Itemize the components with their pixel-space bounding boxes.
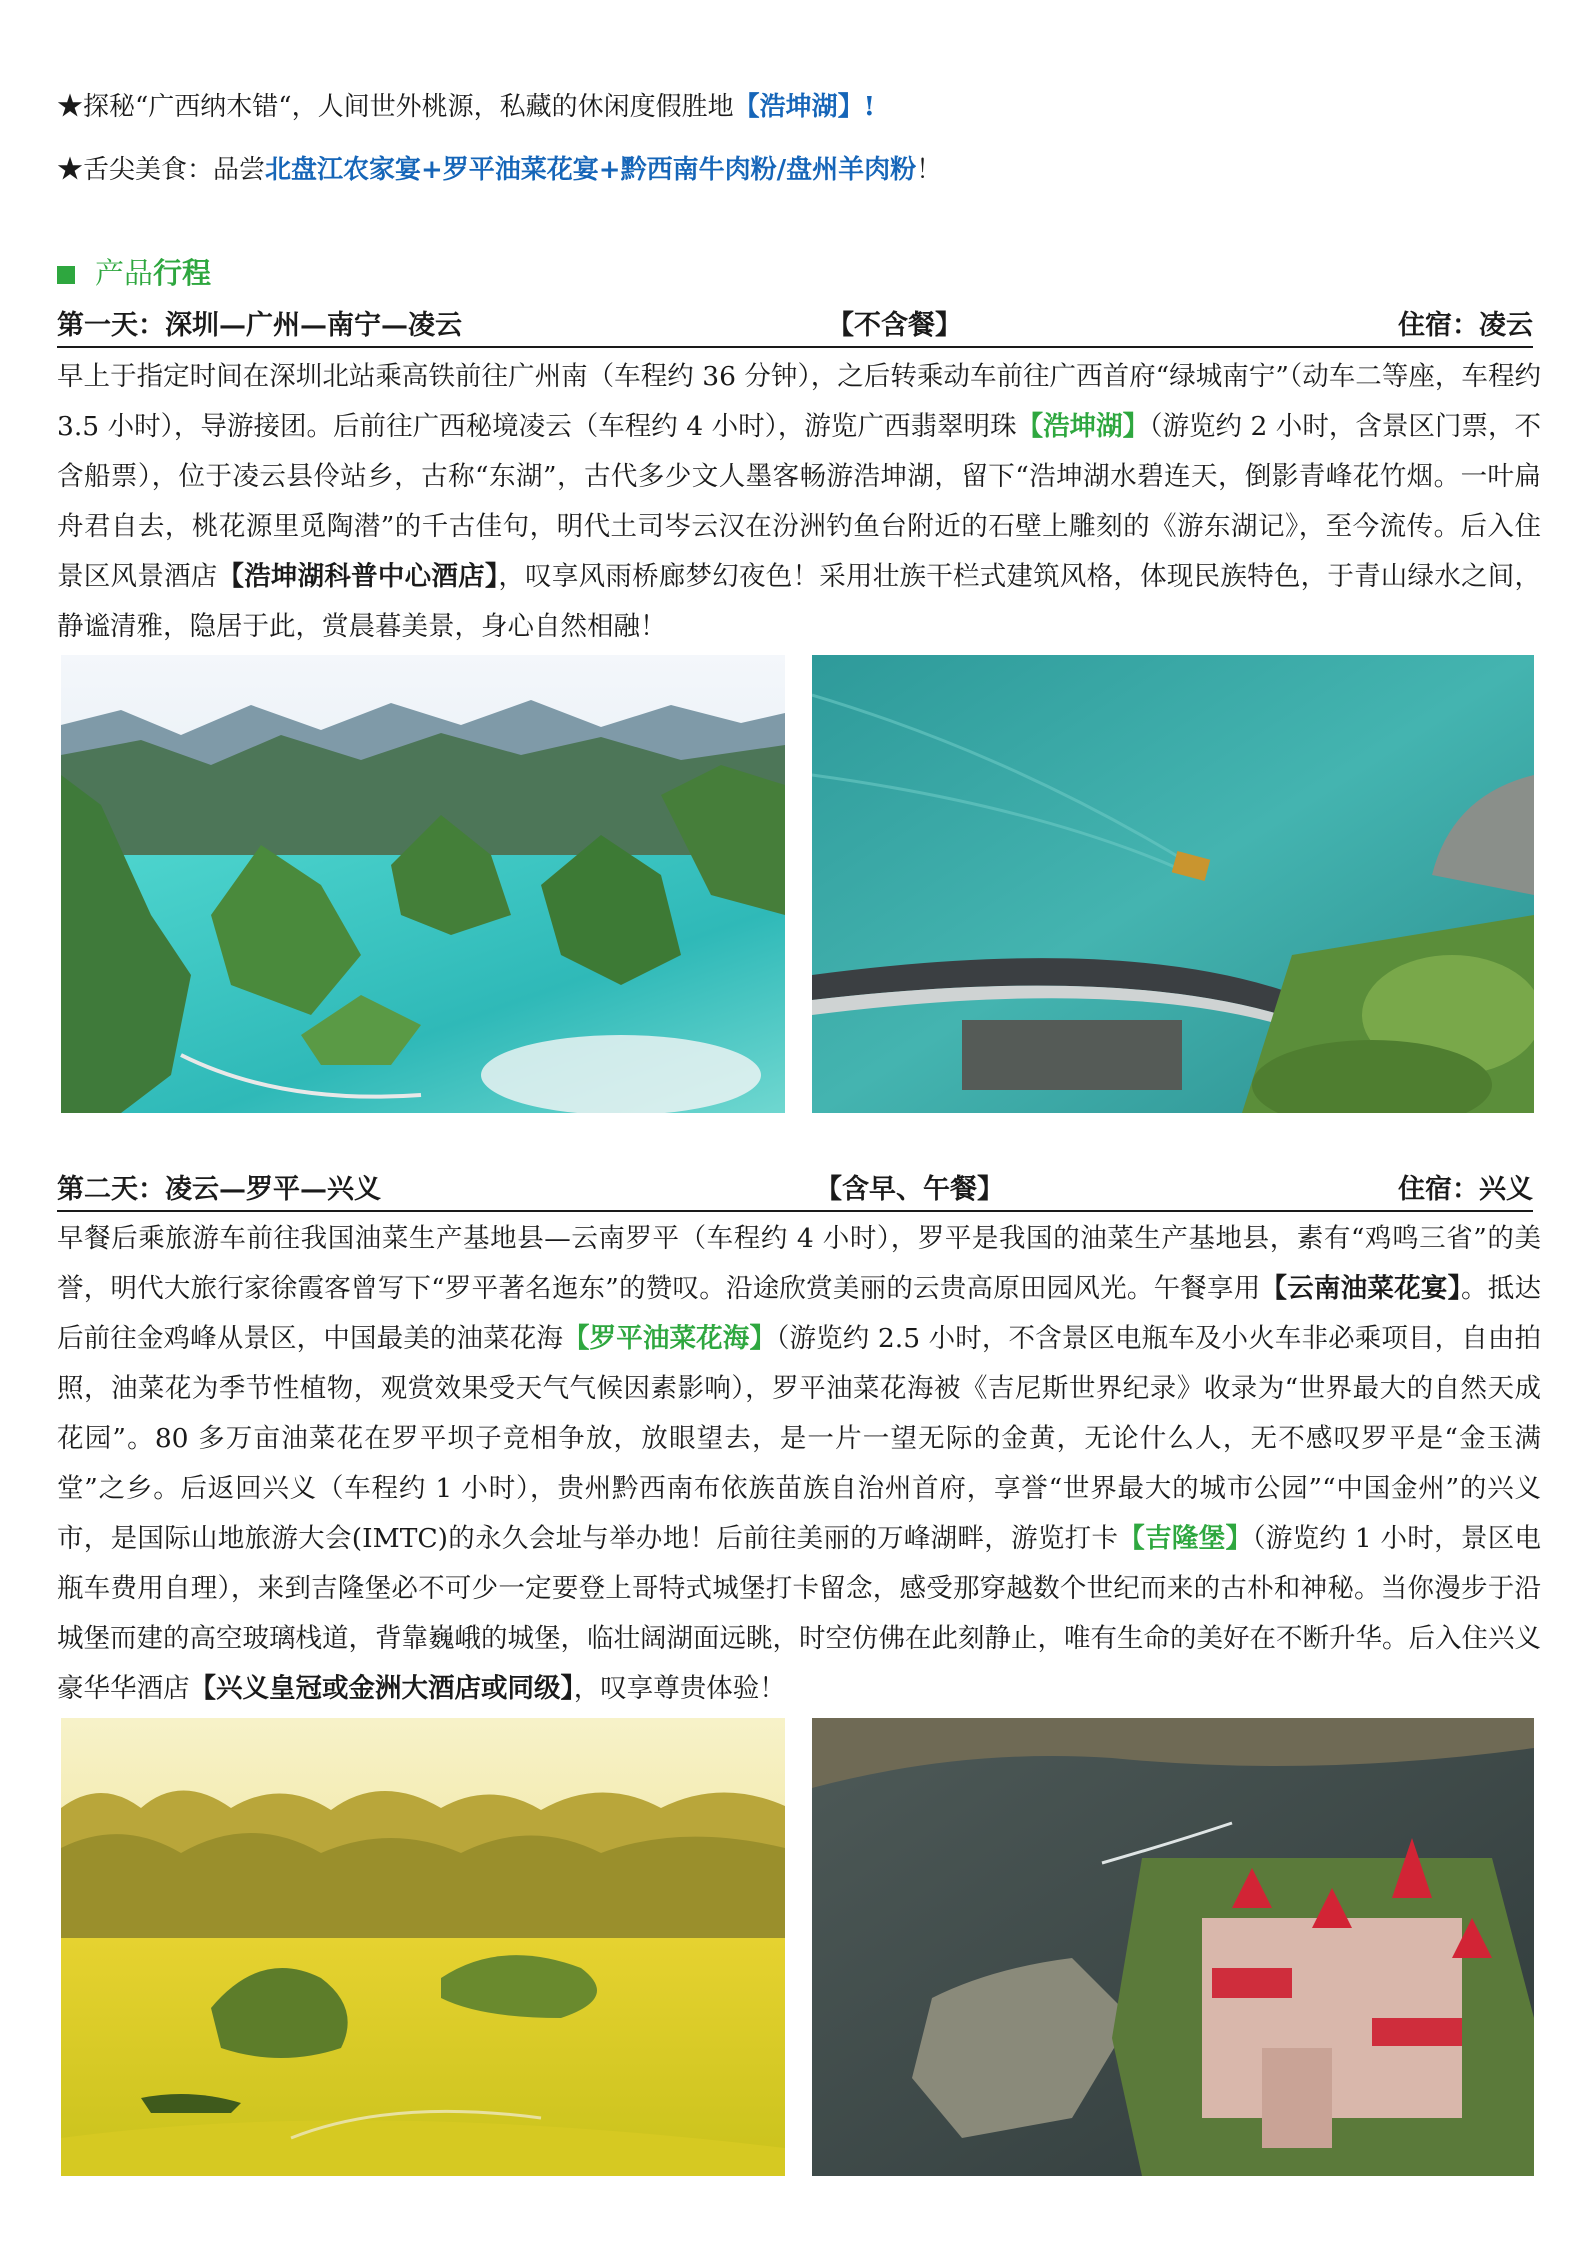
boat-on-lake-photo (812, 655, 1534, 1113)
day2-meals: 【含早、午餐】 (815, 1174, 1004, 1205)
rapeseed-field-photo (61, 1718, 785, 2176)
day2-text-5: ，叹享尊贵体验！ (573, 1673, 786, 1704)
day1-description (57, 352, 1541, 652)
day1-emphasis-2: 【浩坤湖科普中心酒店】 (217, 561, 499, 592)
day2-emphasis-3: 【吉隆堡】 (1118, 1523, 1253, 1554)
lake-karst-photo (61, 655, 785, 1113)
highlight-suffix: ！ (916, 155, 943, 185)
section-title (57, 253, 211, 293)
day2-emphasis-2: 【罗平油菜花海】 (563, 1323, 777, 1354)
highlight-emphasis: 【浩坤湖】! (733, 92, 876, 122)
day2-text-2: 。抵达后前往金鸡峰从景区，中国最美的油菜花海 (57, 1273, 1541, 1354)
day2-route: 第二天：凌云—罗平—兴义 (57, 1174, 381, 1205)
day1-route: 第一天：深圳—广州—南宁—凌云 (57, 310, 462, 341)
day1-text-1: 早上于指定时间在深圳北站乘高铁前往广州南（车程约 36 分钟），之后转乘动车前往广西首府“绿城南宁”（动车二等座，车程约 3.5 小时），导游接团。后前往广西秘境凌云（车程约 4 小时），游览广西翡翠明珠 (57, 361, 1541, 442)
day2-text-1: 早餐后乘旅游车前往我国油菜生产基地县—云南罗平（车程约 4 小时），罗平是我国的油菜生产基地县，素有“鸡鸣三省”的美誉，明代大旅行家徐霞客曾写下“罗平著名迤东”的赞叹。沿途欣赏美丽的云贵高原田园风光。午餐享用 (57, 1223, 1541, 1304)
day2-text-3: （游览约 2.5 小时，不含景区电瓶车及小火车非必乘项目，自由拍照，油菜花为季节性植物，观赏效果受天气气候因素影响），罗平油菜花海被《吉尼斯世界纪录》收录为“世界最大的自然天成花园”。80 多万亩油菜花在罗平坝子竞相争放，放眼望去，是一片一望无际的金黄，无论什么人，无不感叹罗平是“金玉满堂”之乡。后返回兴义（车程约 1 小时），贵州黔西南布依族苗族自治州首府，享誉“世界最大的城市公园”“中国金州”的兴义市，是国际山地旅游大会(IMTC)的永久会址与举办地！后前往美丽的万峰湖畔，游览打卡 (57, 1323, 1542, 1554)
day2-emphasis-1: 【云南油菜花宴】 (1260, 1273, 1462, 1304)
castle-aerial-photo (812, 1718, 1534, 2176)
highlight-emphasis: 北盘江农家宴+罗平油菜花宴+黔西南牛肉粉/盘州羊肉粉 (265, 155, 917, 185)
highlight-line-1 (57, 87, 875, 127)
day1-header (57, 306, 1533, 348)
day2-description (57, 1214, 1541, 1714)
section-title-b: 行程 (153, 256, 212, 290)
day1-stay: 住宿：凌云 (1398, 310, 1533, 341)
highlight-text: ★探秘“广西纳木错“，人间世外桃源，私藏的休闲度假胜地 (57, 92, 734, 122)
day1-meals: 【不含餐】 (827, 310, 962, 341)
square-bullet-icon (57, 266, 75, 284)
section-title-a: 产品 (95, 256, 154, 290)
day2-text-4: （游览约 1 小时，景区电瓶车费用自理），来到吉隆堡必不可少一定要登上哥特式城堡打卡留念，感受那穿越数个世纪而来的古朴和神秘。当你漫步于沿城堡而建的高空玻璃栈道，背靠巍峨的城堡，临壮阔湖面远眺，时空仿佛在此刻静止，唯有生命的美好在不断升华。后入住兴义豪华华酒店 (57, 1523, 1542, 1704)
day1-emphasis-1: 【浩坤湖】 (1016, 411, 1150, 442)
day2-stay: 住宿：兴义 (1398, 1174, 1533, 1205)
day1-text-2: （游览约 2 小时，含景区门票，不含船票），位于凌云县伶站乡，古称“东湖”，古代多少文人墨客畅游浩坤湖，留下“浩坤湖水碧连天，倒影青峰花竹烟。一叶扁舟君自去，桃花源里觅陶潜”的千古佳句，明代土司岑云汉在汾洲钓鱼台附近的石壁上雕刻的《游东湖记》，至今流传。后入住景区风景酒店 (57, 411, 1542, 592)
day2-header (57, 1170, 1533, 1212)
highlight-line-2 (57, 150, 942, 190)
day1-text-3: ，叹享风雨桥廊梦幻夜色！采用壮族干栏式建筑风格，体现民族特色，于青山绿水之间，静谧清雅，隐居于此，赏晨暮美景，身心自然相融！ (57, 561, 1542, 642)
highlight-text: ★舌尖美食：品尝 (57, 155, 266, 185)
day2-emphasis-4: 【兴义皇冠或金洲大酒店或同级】 (189, 1673, 574, 1704)
